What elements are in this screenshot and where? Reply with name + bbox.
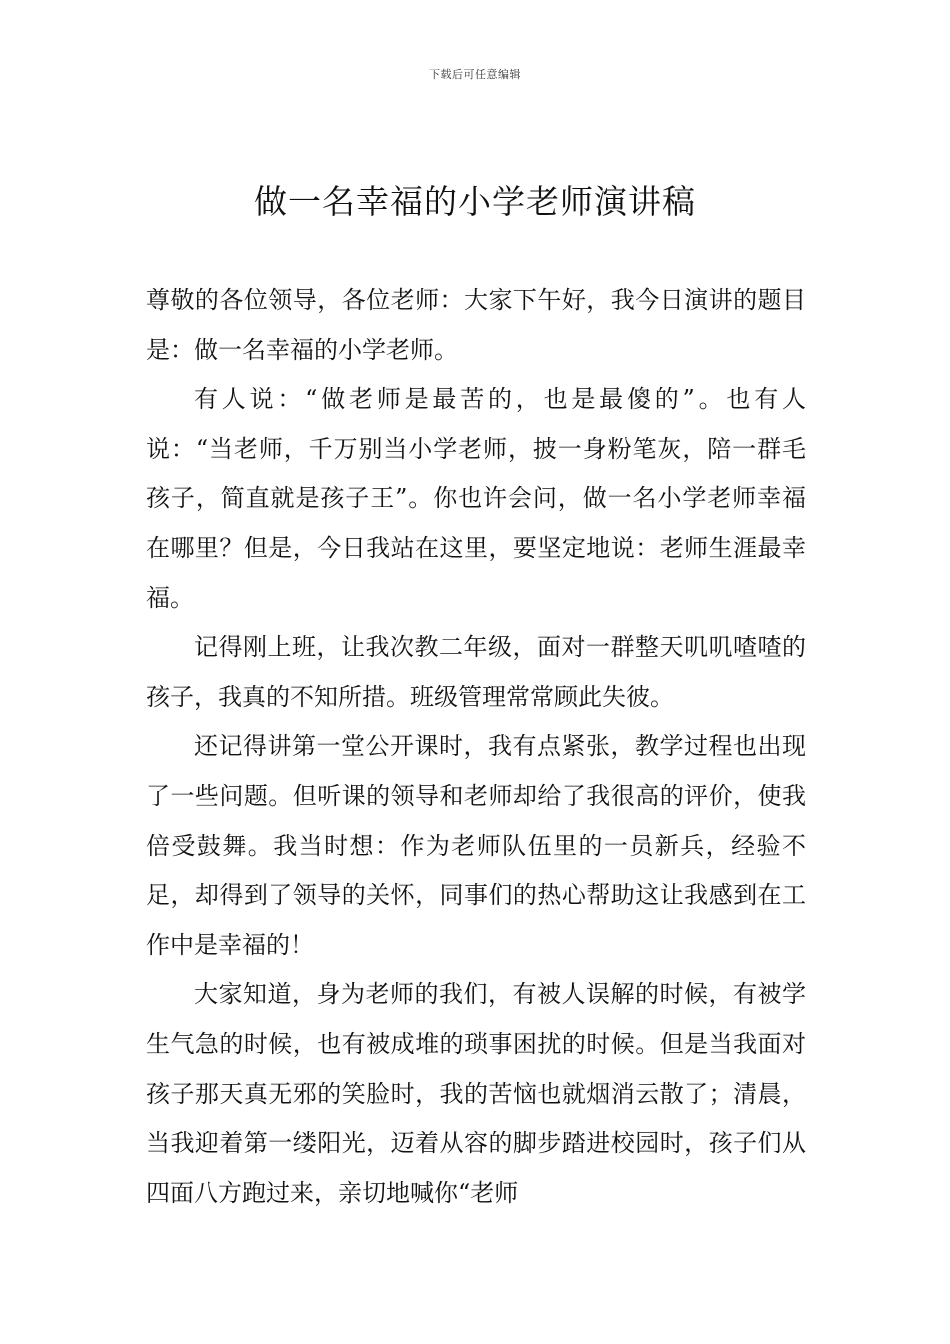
document-body [146,276,806,1218]
paragraph: 还记得讲第一堂公开课时，我有点紧张，教学过程也出现了一些问题。但听课的领导和老师却给了我很高的评价，使我倍受鼓舞。我当时想：作为老师队伍里的一员新兵，经验不足，却得到了领导的关怀，同事们的热心帮助这让我感到在工作中是幸福的！ [146,732,806,959]
paragraph: 大家知道，身为老师的我们，有被人误解的时候，有被学生气急的时候，也有被成堆的琐事困扰的时候。但是当我面对孩子那天真无邪的笑脸时，我的苦恼也就烟消云散了；清晨，当我迎着第一缕阳光，迈着从容的脚步踏进校园时，孩子们从四面八方跑过来，亲切地喊你“老师 [146,980,806,1207]
paragraph: 有人说：“做老师是最苦的，也是最傻的”。也有人说：“当老师，千万别当小学老师，披一身粉笔灰，陪一群毛孩子，简直就是孩子王”。你也许会问，做一名小学老师幸福在哪里？但是，今日我站在这里，要坚定地说：老师生涯最幸福。 [146,385,806,612]
header-note: 下载后可任意编辑 [429,68,521,81]
paragraph-greeting: 尊敬的各位领导，各位老师：大家下午好，我今日演讲的题目是：做一名幸福的小学老师。 [146,286,806,364]
document-title: 做一名幸福的小学老师演讲稿 [254,182,696,221]
paragraph: 记得刚上班，让我次教二年级，面对一群整天叽叽喳喳的孩子，我真的不知所措。班级管理常常顾此失彼。 [146,633,806,711]
